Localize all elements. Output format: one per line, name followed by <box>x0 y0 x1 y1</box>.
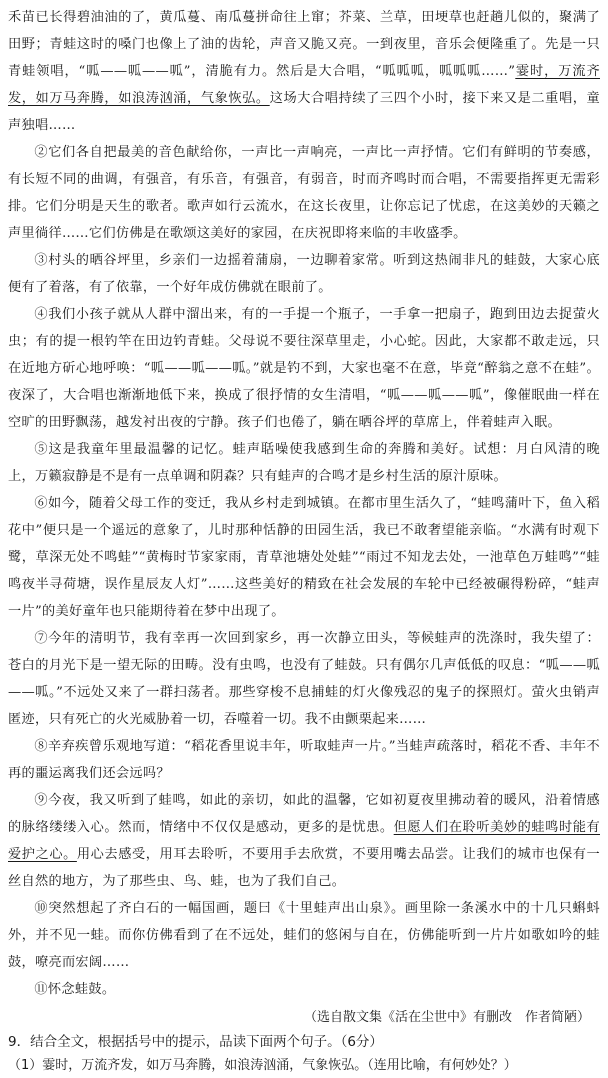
essay-paragraph-7: ⑦今年的清明节，我有幸再一次回到家乡，再一次静立田头，等候蛙声的洗涤时，我失望了：苍白的月光下是一望无际的田畴。没有虫鸣，也没有了蛙鼓。只有偶尔几声低低的叹息：“呱——呱——呱。”不远处又来了一群扫荡者。那些穿梭不息捕蛙的灯火像残忍的鬼子的探照灯。萤火虫销声匿迹，只有死亡的火光威胁着一切，吞噬着一切。我不由颤栗起来…… <box>8 631 600 727</box>
paragraph-text: ⑨今夜，我又听到了蛙鸣，如此的亲切，如此的温馨，它如初夏夜里拂动着的暖风，沿着情感的脉络缕缕入心。然而，情绪中不仅仅是感动，更多的是忧患。 <box>8 793 600 835</box>
essay-paragraph-8: ⑧辛弃疾曾乐观地写道：“稻花香里说丰年，听取蛙声一片。”当蛙声疏落时，稻花不香、丰年不再的噩运离我们还会远吗？ <box>8 739 600 781</box>
question-title: 9．结合全文，根据括号中的提示，品读下面两个句子。（6分） <box>8 1034 383 1050</box>
essay-paragraph-3: ③村头的晒谷坪里，乡亲们一边摇着蒲扇，一边聊着家常。听到这热闹非凡的蛙鼓，大家心底便有了着落，有了依靠，一个好年成仿佛就在眼前了。 <box>8 253 600 295</box>
underlined-sentence-2: 但愿人们在聆听美妙的蛙鸣时能有爱护之心。 <box>8 820 600 862</box>
paragraph-text: 用心去感受，用耳去聆听，不要用手去欣赏，不要用嘴去品尝。让我们的城市也保有一丝自然的地方，为了那些虫、鸟、蛙，也为了我们自己。 <box>8 847 600 889</box>
paragraph-text: 这场大合唱持续了三四个小时，接下来又是二重唱，童声独唱…… <box>8 91 600 133</box>
essay-paragraph-5: ⑤这是我童年里最温馨的记忆。蛙声聒噪使我感到生命的奔腾和美好。试想：月白风清的晚上，万籁寂静是不是有一点单调和阴森？只有蛙声的合鸣才是乡村生活的原汁原味。 <box>8 442 600 484</box>
essay-paragraph-2: ②它们各自把最美的音色献给你，一声比一声响亮，一声比一声抒情。它们有鲜明的节奏感，有长短不同的曲调，有强音，有乐音，有强音，有弱音，时而齐鸣时而合唱，不需要指挥更无需彩排。它们分明是天生的歌者。歌声如行云流水，在这长夜里，让你忘记了忧虑，在这美妙的天籁之声里徜徉……它们仿佛是在歌颂这美好的家园，在庆祝即将来临的丰收盛季。 <box>8 145 600 241</box>
essay-paragraph-11: ⑪怀念蛙鼓。 <box>34 982 116 997</box>
essay-paragraph-6: ⑥如今，随着父母工作的变迁，我从乡村走到城镇。在都市里生活久了，“蛙鸣蒲叶下，鱼入稻花中”便只是一个遥远的意象了，儿时那种恬静的田园生活，我已不敢奢望能亲临。“水满有时观下鹭，草深无处不鸣蛙”“黄梅时节家家雨，青草池塘处处蛙”“雨过不知龙去处，一池草色万蛙鸣”“蛙鸣夜半寻荷塘，误作星辰友人灯”……这些美好的精致在社会发展的车轮中已经被碾得粉碎，“蛙声一片”的美好童年也只能期待着在梦中出现了。 <box>8 496 600 619</box>
question-item-1: （1）霎时，万流齐发，如万马奔腾，如浪涛汹涌，气象恢弘。（连用比喻，有何妙处？） <box>8 1058 517 1073</box>
source-citation: （选自散文集《活在尘世中》有删改 作者简陋） <box>303 1010 590 1025</box>
essay-paragraph-1 <box>8 4 600 139</box>
paragraph-text: 禾苗已长得碧油油的了，黄瓜蔓、南瓜蔓拼命往上窜；芥菜、兰草，田埂草也赶趟儿似的，聚满了田野；青蛙这时的嗓门也像上了油的齿轮，声音又脆又亮。一到夜里，音乐会便隆重了。先是一只青蛙领唱，“呱——呱——呱”，清脆有力。然后是大合唱，“呱呱呱，呱呱呱……” <box>8 10 600 79</box>
essay-paragraph-9 <box>8 787 600 895</box>
underlined-sentence-1: 霎时，万流齐发，如万马奔腾，如浪涛汹涌，气象恢弘。 <box>8 64 600 106</box>
essay-paragraph-4: ④我们小孩子就从人群中溜出来，有的一手提一个瓶子，一手拿一把扇子，跑到田边去捉萤火虫；有的提一根钓竿在田边钓青蛙。父母说不要往深草里走，小心蛇。因此，大家都不敢走远，只在近地方斫心地呼唤：“呱——呱——呱。”就是钓不到，大家也毫不在意，毕竟“醉翁之意不在蛙”。夜深了，大合唱也渐渐地低下来，换成了很抒情的女生清唱，“呱——呱——呱”，像催眠曲一样在空旷的田野飘荡，越发衬出夜的宁静。孩子们也倦了，躺在晒谷坪的草席上，伴着蛙声入眠。 <box>8 307 600 430</box>
essay-paragraph-10: ⑩突然想起了齐白石的一幅国画，题曰《十里蛙声出山泉》。画里除一条溪水中的十几只蝌蚪外，并不见一蛙。而你仿佛看到了在不远处，蛙们的悠闲与自在，仿佛能听到一片片如歌如吟的蛙鼓，嘹亮而宏阔…… <box>8 901 600 970</box>
